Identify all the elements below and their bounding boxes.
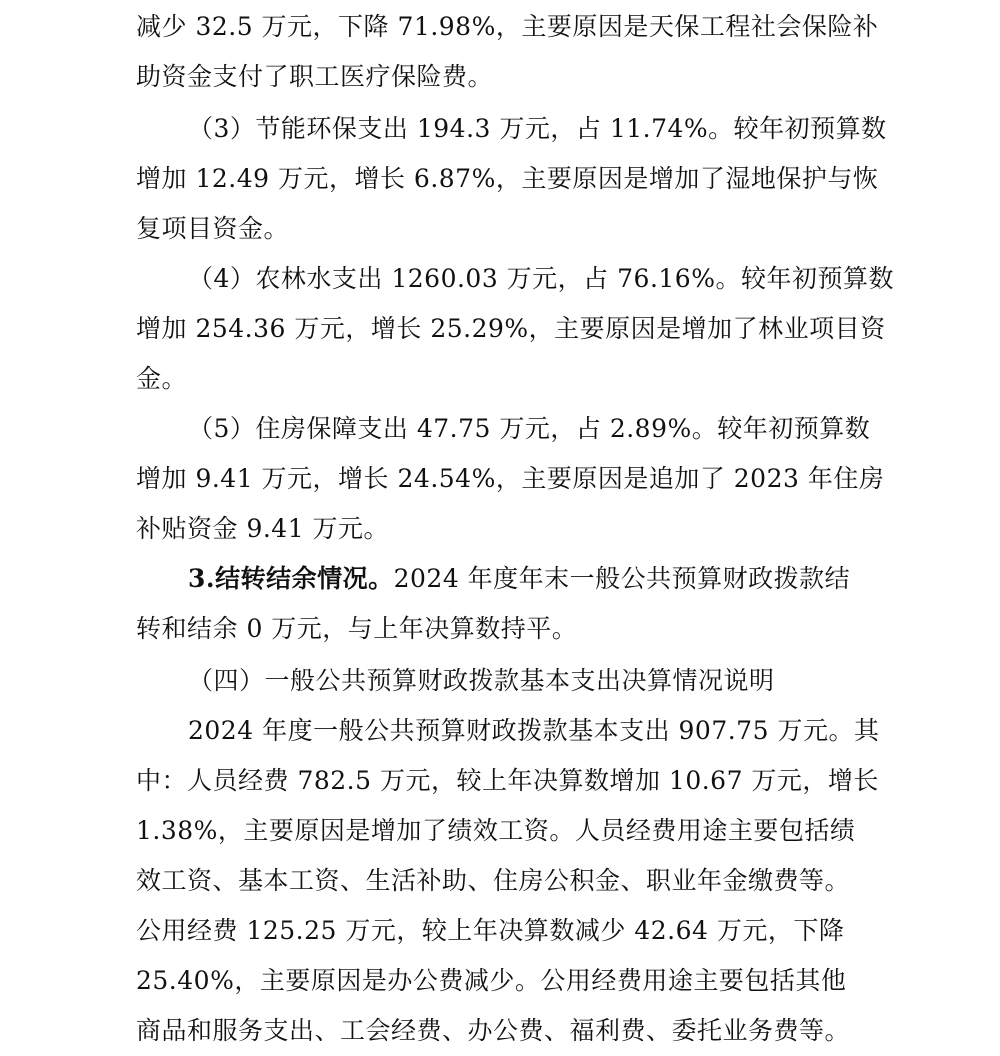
section-heading: 3.结转结余情况。 (188, 564, 394, 593)
paragraph-line: 中：人员经费 782.5 万元，较上年决算数增加 10.67 万元，增长 (136, 766, 879, 795)
paragraph-line: 助资金支付了职工医疗保险费。 (136, 62, 494, 91)
paragraph-line: 增加 12.49 万元，增长 6.87%，主要原因是增加了湿地保护与恢 (136, 164, 879, 193)
paragraph-line: 增加 9.41 万元，增长 24.54%，主要原因是追加了 2023 年住房 (136, 464, 885, 493)
paragraph-line: （3）节能环保支出 194.3 万元，占 11.74%。较年初预算数 (188, 114, 887, 143)
paragraph-line: 金。 (136, 364, 188, 393)
paragraph-line: 2024 年度一般公共预算财政拨款基本支出 907.75 万元。其 (188, 716, 880, 745)
paragraph-line: （5）住房保障支出 47.75 万元，占 2.89%。较年初预算数 (188, 414, 871, 443)
paragraph-line: 商品和服务支出、工会经费、办公费、福利费、委托业务费等。 (136, 1016, 851, 1045)
paragraph-line (188, 554, 850, 604)
paragraph-line: 增加 254.36 万元，增长 25.29%，主要原因是增加了林业项目资 (136, 314, 886, 343)
paragraph-line: 转和结余 0 万元，与上年决算数持平。 (136, 614, 578, 643)
paragraph-line: 减少 32.5 万元，下降 71.98%，主要原因是天保工程社会保险补 (136, 12, 879, 41)
paragraph-line: 公用经费 125.25 万元，较上年决算数减少 42.64 万元，下降 (136, 916, 845, 945)
paragraph-line: 1.38%，主要原因是增加了绩效工资。人员经费用途主要包括绩 (136, 816, 856, 845)
paragraph-line: 复项目资金。 (136, 214, 290, 243)
paragraph-line: 效工资、基本工资、生活补助、住房公积金、职业年金缴费等。 (136, 866, 851, 895)
section-heading: （四）一般公共预算财政拨款基本支出决算情况说明 (188, 666, 775, 695)
paragraph-line: 补贴资金 9.41 万元。 (136, 514, 390, 543)
paragraph-line: （4）农林水支出 1260.03 万元，占 76.16%。较年初预算数 (188, 264, 894, 293)
paragraph-text: 2024 年度年末一般公共预算财政拨款结 (393, 564, 851, 593)
paragraph-line: 25.40%，主要原因是办公费减少。公用经费用途主要包括其他 (136, 966, 847, 995)
